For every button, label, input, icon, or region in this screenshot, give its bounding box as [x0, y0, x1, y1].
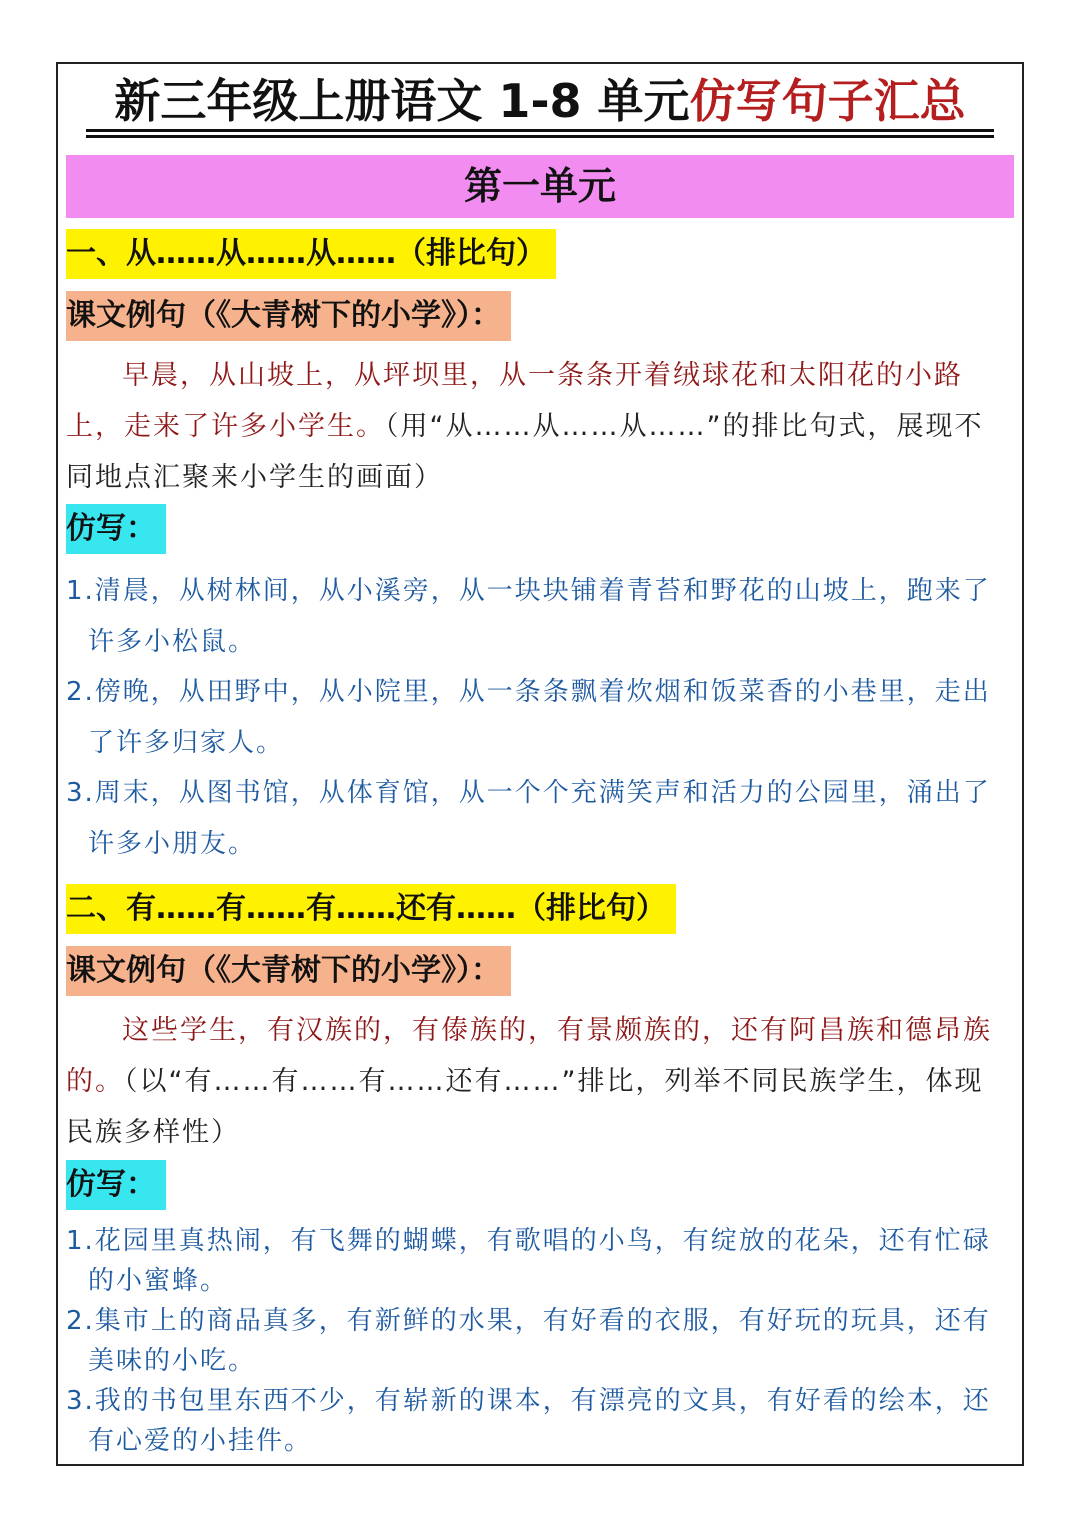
title-underline-2	[86, 135, 994, 138]
section-1-example-note: （用“从……从……从……”的排比句式，展现不同地点汇聚来小学生的画面）	[66, 411, 984, 493]
section-2-example-label: 课文例句（《大青树下的小学》）：	[66, 946, 511, 996]
title-main: 新三年级上册语文 1-8 单元	[114, 74, 690, 128]
section-1-item-1: 1.清晨，从树林间，从小溪旁，从一块块铺着青苔和野花的山坡上，跑来了许多小松鼠。	[66, 576, 991, 657]
section-1-example-sentence: 早晨，从山坡上，从坪坝里，从一条条开着绒球花和太阳花的小路上，走来了许多小学生。	[66, 360, 963, 442]
section-1-item-2: 2.傍晚，从田野中，从小院里，从一条条飘着炊烟和饭菜香的小巷里，走出了许多归家人。	[66, 677, 991, 758]
section-1-example-label: 课文例句（《大青树下的小学》）：	[66, 291, 511, 341]
title-underline	[86, 129, 994, 132]
section-1-heading: 一、从……从……从……（排比句）	[66, 229, 556, 279]
section-1-imitate-label: 仿写：	[66, 504, 166, 554]
title-highlight: 仿写句子汇总	[689, 74, 966, 128]
section-2-example-sentence: 这些学生，有汉族的，有傣族的，有景颇族的，还有阿昌族和德昂族的。	[66, 1015, 992, 1097]
unit-heading: 第一单元	[66, 155, 1014, 218]
section-2-item-1: 1.花园里真热闹，有飞舞的蝴蝶，有歌唱的小鸟，有绽放的花朵，还有忙碌的小蜜蜂。	[66, 1226, 991, 1296]
section-2-example-paragraph	[66, 1005, 1000, 1158]
section-2-example-note: （以“有……有……有……还有……”排比，列举不同民族学生，体现民族多样性）	[66, 1066, 984, 1148]
section-2-heading: 二、有……有……有……还有……（排比句）	[66, 884, 676, 934]
section-1-example-paragraph	[66, 350, 1000, 503]
section-2-item-3: 3.我的书包里东西不少，有崭新的课本，有漂亮的文具，有好看的绘本，还有心爱的小挂件。	[66, 1386, 991, 1456]
section-1-item-3: 3.周末，从图书馆，从体育馆，从一个个充满笑声和活力的公园里，涌出了许多小朋友。	[66, 778, 991, 859]
section-2-imitate-label: 仿写：	[66, 1160, 166, 1210]
section-2-item-2: 2.集市上的商品真多，有新鲜的水果，有好看的衣服，有好玩的玩具，还有美味的小吃。	[66, 1306, 991, 1376]
page-title	[0, 70, 1080, 132]
